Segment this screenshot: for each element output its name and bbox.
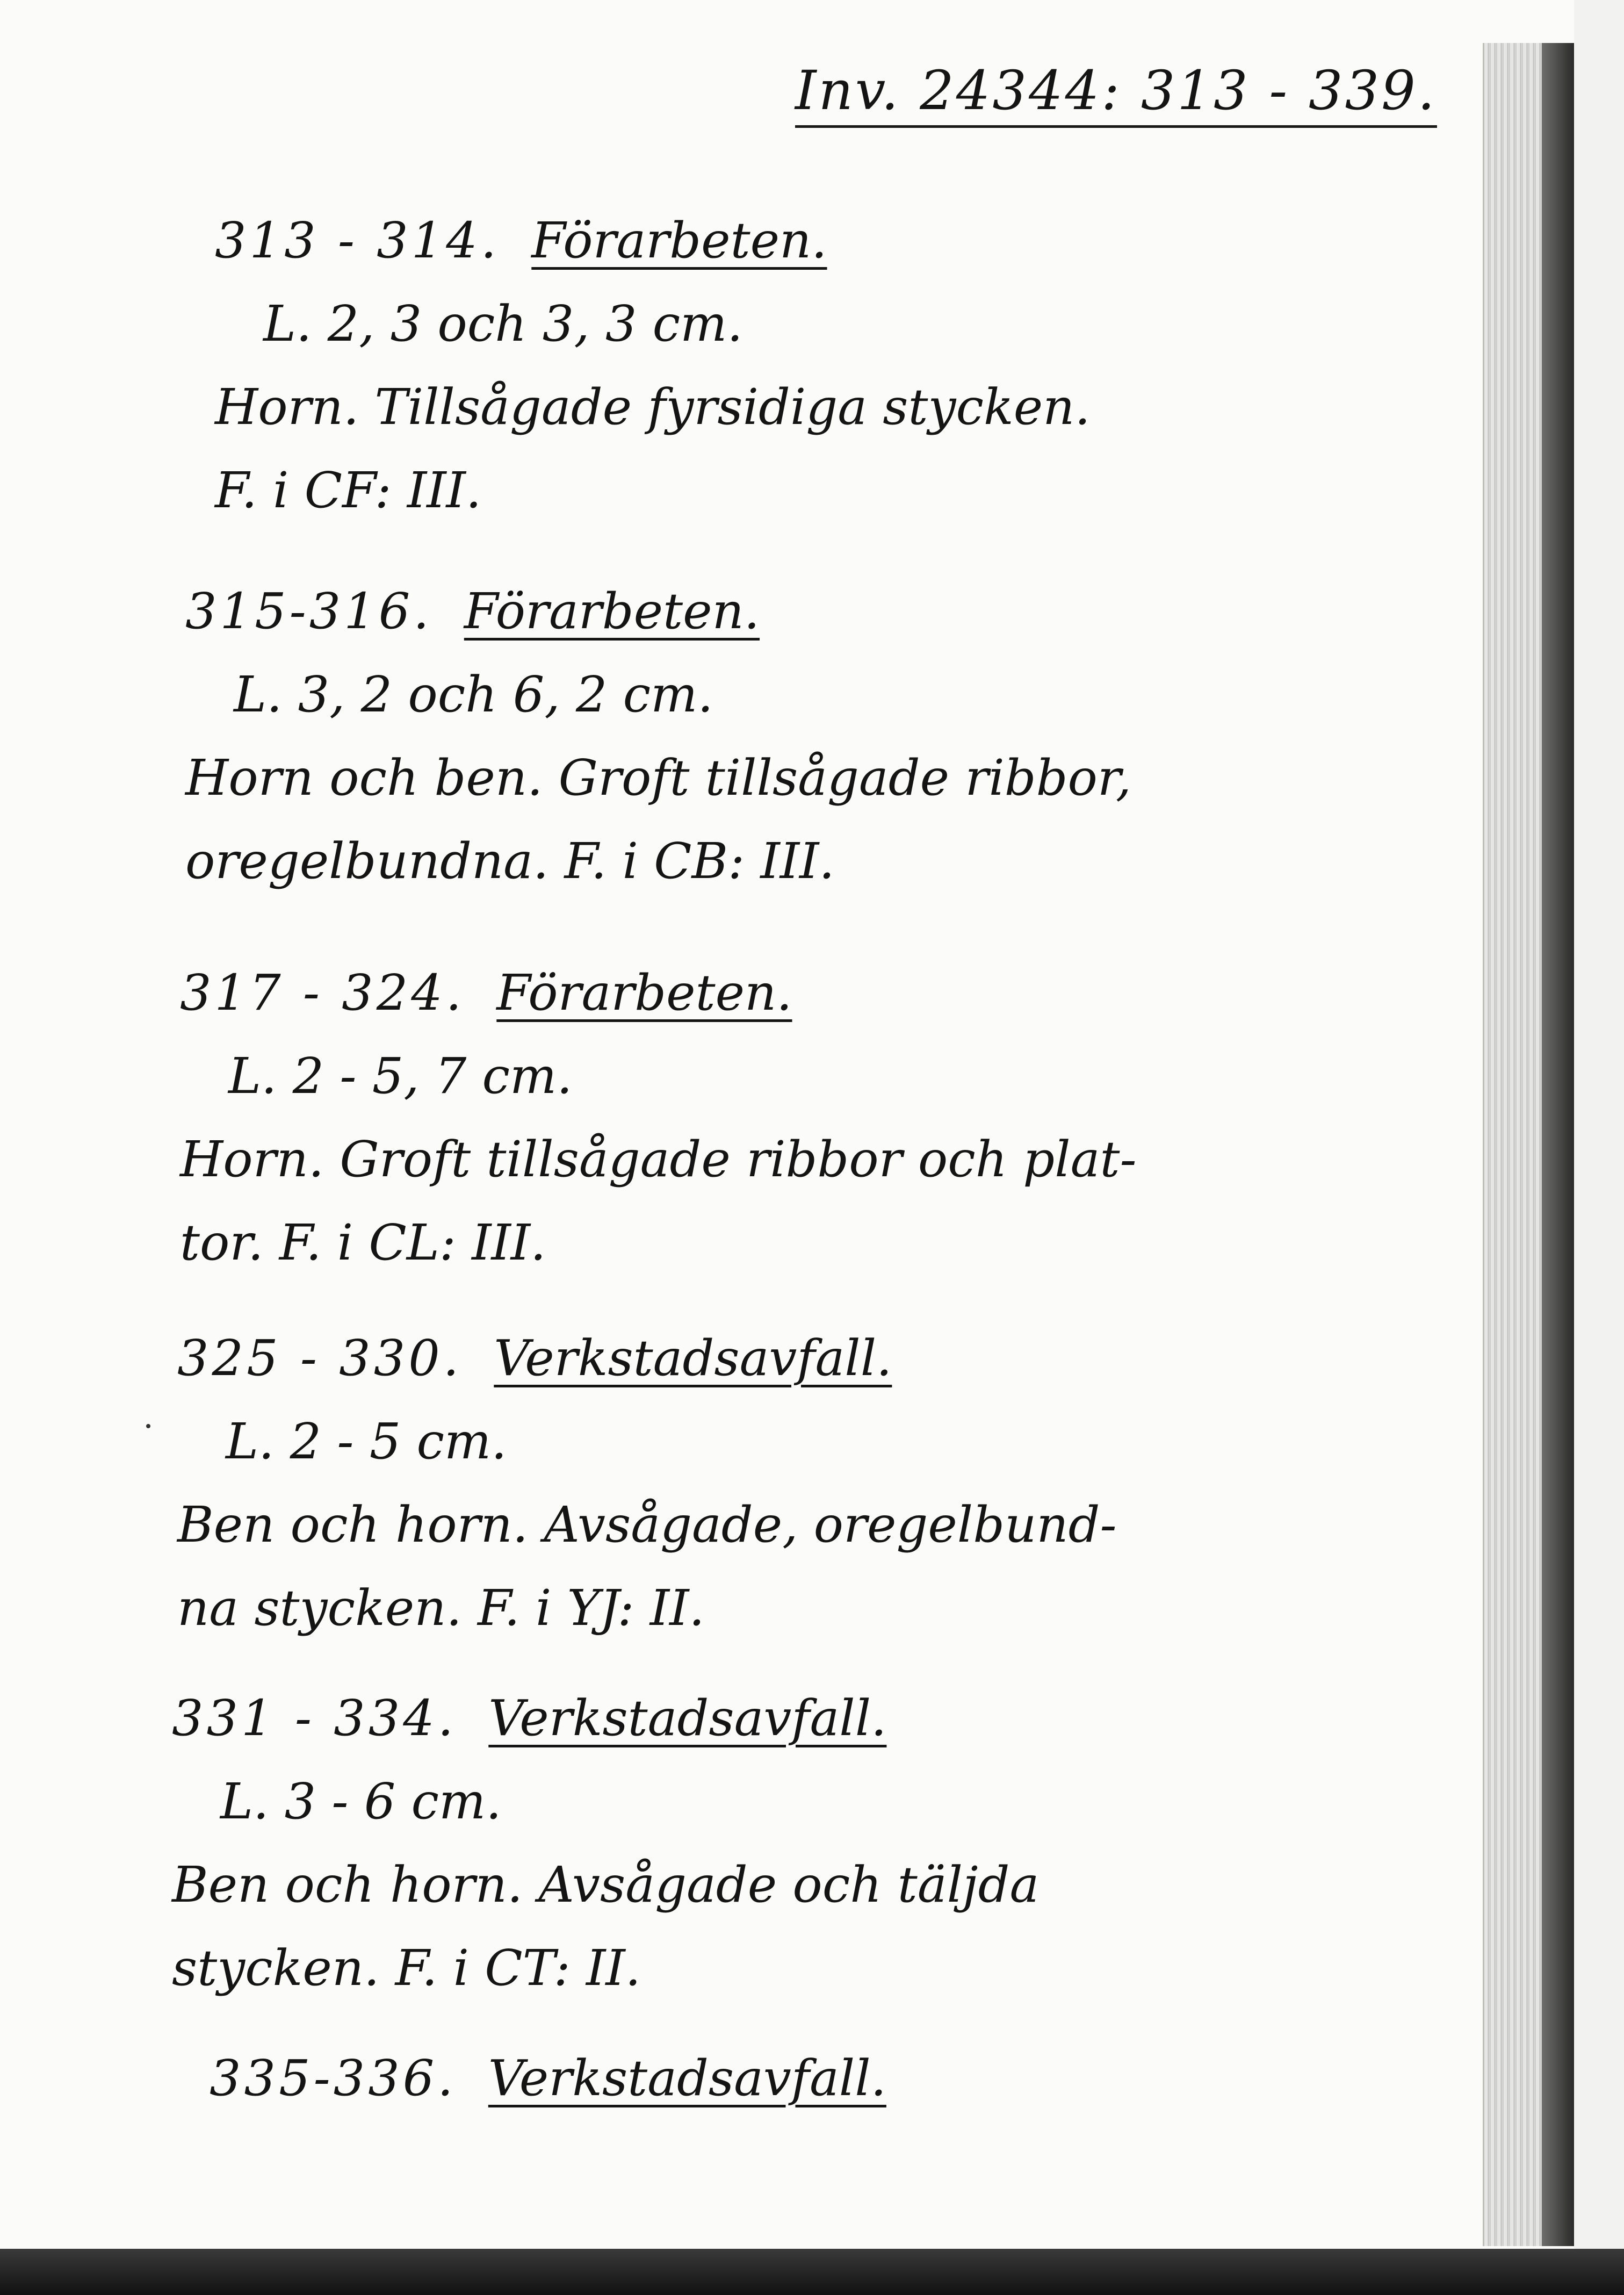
entry-number: 313 - 314. <box>215 212 500 269</box>
entry-line: Ben och horn. Avsågade och täljda <box>172 1856 1040 1913</box>
entry-heading <box>185 570 1367 653</box>
page-background-right <box>1574 0 1624 2295</box>
entry-title: Verkstadsavfall. <box>494 1329 892 1387</box>
entry-line: oregelbundna. F. i CB: III. <box>185 832 835 890</box>
entry-heading <box>210 2037 1391 2120</box>
entry-heading <box>215 199 1397 282</box>
entry-line: L. 2, 3 och 3, 3 cm. <box>263 295 743 352</box>
catalog-entry <box>210 2037 1391 2120</box>
entry-line: L. 3, 2 och 6, 2 cm. <box>234 666 713 723</box>
catalog-entry <box>180 951 1362 1284</box>
entry-line: na stycken. F. i YJ: II. <box>177 1579 705 1637</box>
entry-line: Horn och ben. Groft tillsågade ribbor, <box>185 749 1132 807</box>
entry-heading <box>180 951 1362 1034</box>
inventory-number: Inv. 24344: 313 - 339. <box>795 59 1437 128</box>
entry-heading <box>172 1677 1354 1760</box>
entry-number: 317 - 324. <box>180 964 465 1021</box>
entry-line: L. 3 - 6 cm. <box>220 1773 502 1830</box>
entry-number: 325 - 330. <box>177 1329 463 1387</box>
entry-line: tor. F. i CL: III. <box>180 1214 546 1271</box>
entry-title: Verkstadsavfall. <box>488 2049 886 2107</box>
entry-number: 335-336. <box>210 2049 457 2107</box>
entry-line: Ben och horn. Avsågade, oregelbund- <box>177 1496 1117 1553</box>
entry-title: Förarbeten. <box>464 582 760 640</box>
catalog-entry <box>185 570 1367 903</box>
entry-number: 315-316. <box>185 582 432 640</box>
entry-title: Förarbeten. <box>531 212 827 269</box>
entry-title: Verkstadsavfall. <box>488 1689 887 1747</box>
entry-line: F. i CF: III. <box>215 462 482 519</box>
entry-title: Förarbeten. <box>496 964 792 1021</box>
ink-speck <box>146 1424 150 1428</box>
bottom-shadow-bar <box>0 2249 1624 2295</box>
entry-line: L. 2 - 5 cm. <box>226 1413 507 1470</box>
catalog-entry <box>177 1316 1359 1650</box>
catalog-entry <box>215 199 1397 532</box>
entry-line: L. 2 - 5, 7 cm. <box>228 1047 573 1105</box>
entry-line: Horn. Tillsågade fyrsidiga stycken. <box>215 378 1091 436</box>
book-edge-shadow <box>1542 43 1574 2246</box>
entry-line: stycken. F. i CT: II. <box>172 1939 641 1997</box>
book-page-edge <box>1483 43 1549 2246</box>
entry-line: Horn. Groft tillsågade ribbor och plat- <box>180 1131 1137 1188</box>
catalog-entry <box>172 1677 1354 2010</box>
entry-heading <box>177 1316 1359 1400</box>
entry-number: 331 - 334. <box>172 1689 457 1747</box>
